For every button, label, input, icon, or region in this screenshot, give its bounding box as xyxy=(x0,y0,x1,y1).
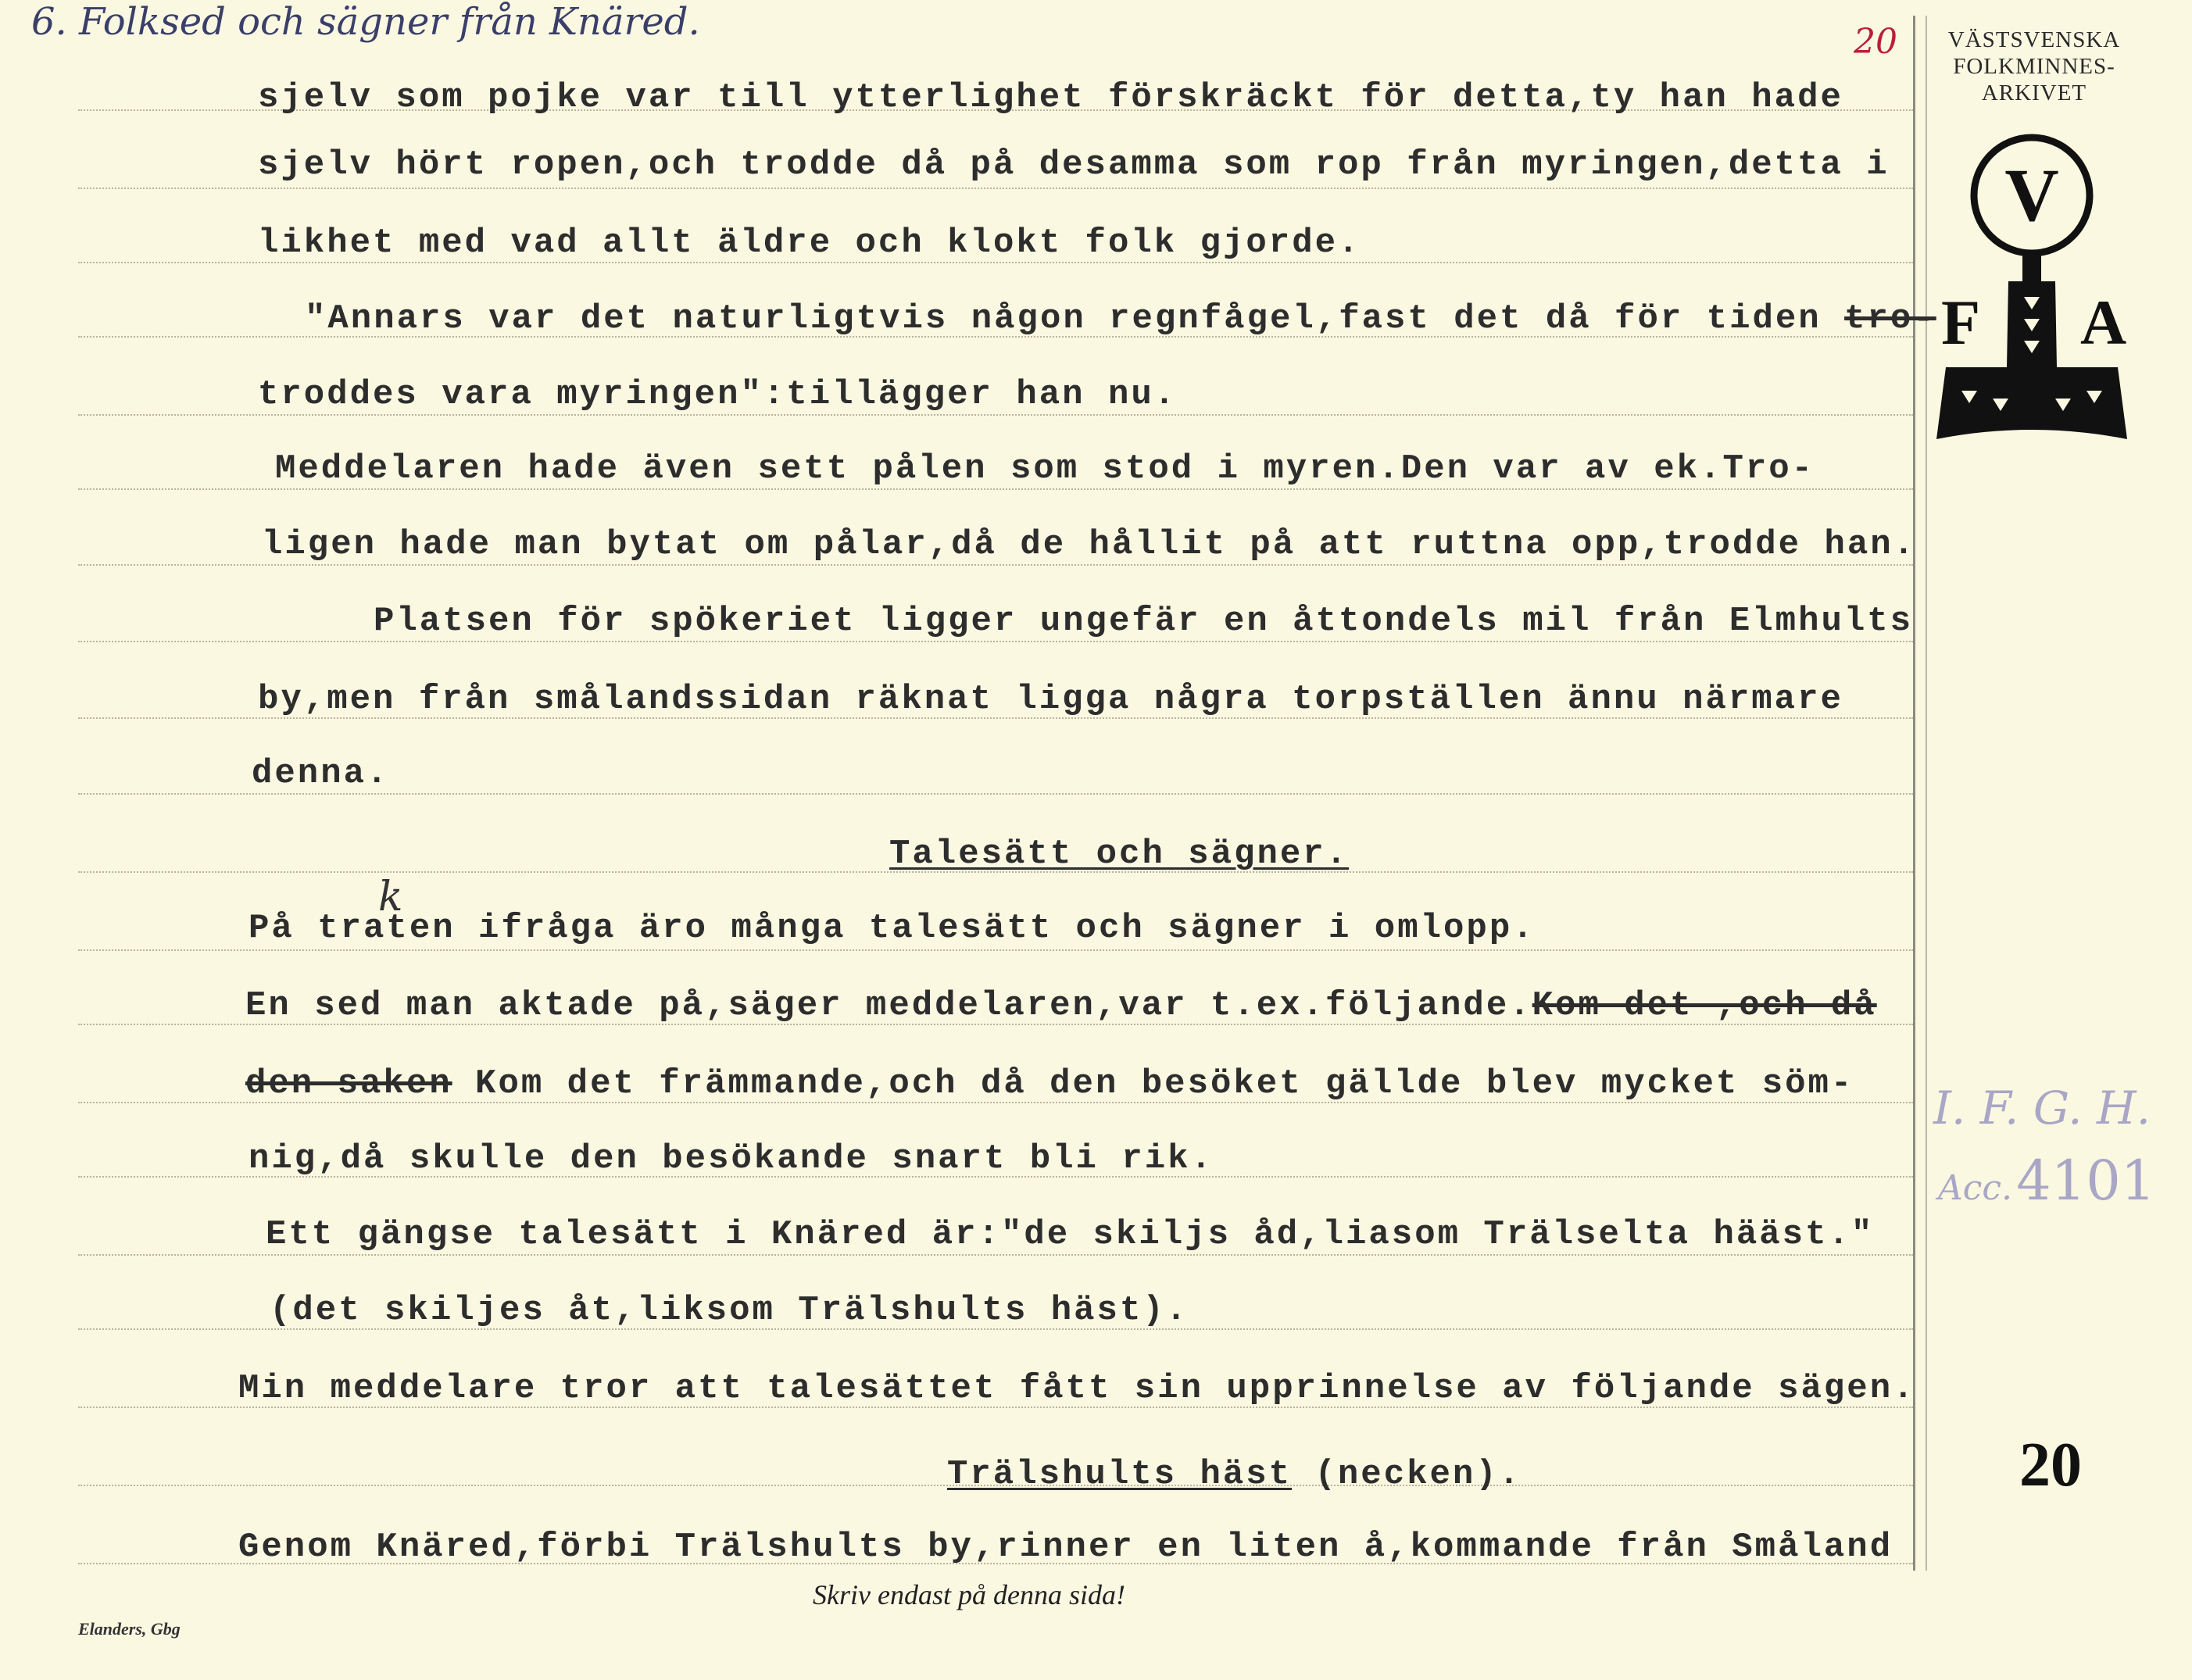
text-line-12: På traten ifråga äro många talesätt och sägner i omlopp. xyxy=(249,909,1536,948)
handwritten-insert: k xyxy=(378,874,403,920)
printer-credit: Elanders, Gbg xyxy=(78,1619,181,1639)
stamp-line1: I. F. G. H. xyxy=(1933,1081,2151,1135)
logo-letter-a: A xyxy=(2080,287,2127,358)
text-line-16: Ett gängse talesätt i Knäred är:"de skiljs åd,liasom Trälselta hääst." xyxy=(266,1215,1875,1254)
text-line-8: Platsen för spökeriet ligger ungefär en åttondels mil från Elmhults xyxy=(374,602,1914,641)
logo-letter-f: F xyxy=(1941,287,1981,358)
text-line-18: Min meddelare tror att talesättet fått sin upprinnelse av följande sägen. xyxy=(238,1369,1916,1408)
archive-name-line2: FOLKMINNES- xyxy=(1953,54,2115,79)
struck-text: tro- xyxy=(1844,299,1936,338)
text-line-13: En sed man aktade på,säger meddelaren,var t.ex.följande.Kom det ,och då xyxy=(245,986,1877,1025)
text-line-14: den saken Kom det främmande,och då den besöket gällde blev mycket söm- xyxy=(245,1064,1854,1103)
archive-logo-icon xyxy=(1930,133,2133,461)
page-number-red: 20 xyxy=(1854,22,1897,62)
text-line-10: denna. xyxy=(252,754,390,793)
handwritten-title: 6. Folksed och sägner från Knäred. xyxy=(31,0,700,44)
struck-text: den saken xyxy=(245,1064,452,1103)
margin-rule-inner xyxy=(1926,16,1927,1571)
margin-page-number: 20 xyxy=(2019,1431,2082,1499)
footer-instruction: Skriv endast på denna sida! xyxy=(813,1579,1125,1610)
text-line-15: nig,då skulle den besökande snart bli rik. xyxy=(249,1139,1214,1178)
stamp-acc-label: Acc. xyxy=(1938,1168,2013,1208)
text-line-5: troddes vara myringen":tillägger han nu. xyxy=(258,375,1178,414)
stamp-acc-number: 4101 xyxy=(2016,1149,2156,1213)
margin-rule xyxy=(1913,16,1915,1571)
text-line-7: ligen hade man bytat om pålar,då de hållit på att ruttna opp,trodde han. xyxy=(262,525,1917,564)
section-heading-talesatt: Talesätt och sägner. xyxy=(889,835,1350,874)
text-line-3: likhet med vad allt äldre och klokt folk gjorde. xyxy=(258,223,1361,263)
archive-header xyxy=(1936,27,2132,106)
text-line-2: sjelv hört ropen,och trodde då på desamma som rop från myringen,detta i xyxy=(258,145,1890,184)
section-heading-tralshults: Trälshults häst (necken). xyxy=(947,1455,1522,1494)
text-line-21: Genom Knäred,förbi Trälshults by,rinner en liten å,kommande från Småland xyxy=(238,1528,1893,1567)
text-line-6: Meddelaren hade även sett pålen som stod i myren.Den var av ek.Tro- xyxy=(275,449,1815,488)
text-line-1: sjelv som pojke var till ytterlighet förskräckt för detta,ty han hade xyxy=(258,78,1843,117)
text-line-4: "Annars var det naturligtvis någon regnfågel,fast det då för tiden tro- xyxy=(305,299,1936,338)
archive-name-line3: ARKIVET xyxy=(1981,80,2087,105)
struck-text: Kom det ,och då xyxy=(1532,986,1877,1025)
stamp-accession xyxy=(1938,1149,2155,1213)
archive-name-line1: VÄSTSVENSKA xyxy=(1947,27,2121,52)
text-line-9: by,men från smålandssidan räknat ligga några torpställen ännu närmare xyxy=(258,680,1843,719)
text-line-17: (det skiljes åt,liksom Trälshults häst). xyxy=(270,1291,1189,1330)
logo-letter-v: V xyxy=(2004,153,2059,237)
archive-stamp xyxy=(1933,1081,2151,1135)
